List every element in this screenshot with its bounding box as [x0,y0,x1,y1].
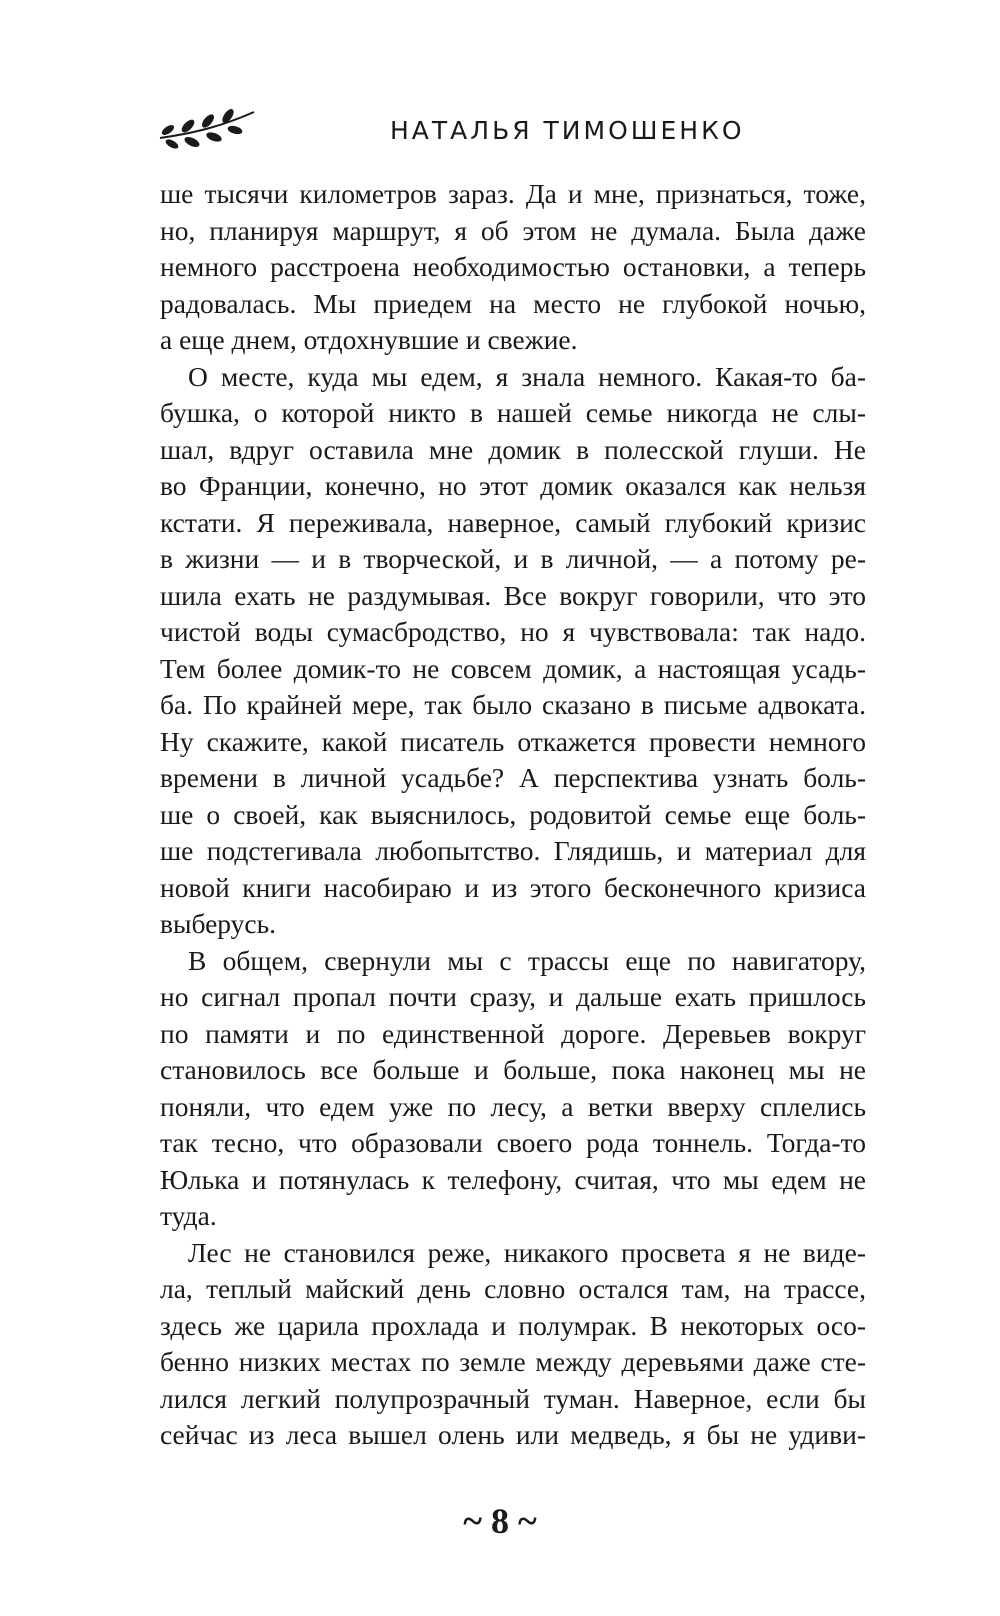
text-line: бушка, о которой никто в нашей семье никогда не слы- [160,397,866,428]
text-line: чистой воды сумасбродство, но я чувствовала: так надо. [160,616,866,647]
page-header [158,104,858,154]
text-line: здесь же царила прохлада и полумрак. В некоторых осо- [160,1309,866,1341]
text-line: сейчас из леса вышел олень или медведь, я бы не удиви- [160,1419,866,1450]
text-line: О месте, куда мы едем, я знала немного. Какая-то ба- [188,360,866,392]
text-line: Лес не становился реже, никакого просвета я не виде- [188,1236,866,1268]
text-line: Юлька и потянулась к телефону, считая, что мы едем не [160,1163,866,1195]
text-line: выберусь. [160,908,277,939]
text-line: ше подстегивала любопытство. Глядишь, и материал для [160,835,866,866]
leaf-branch-icon [158,104,258,154]
text-line: шила ехать не раздумывая. Все вокруг говорили, что это [160,579,866,611]
text-line: ба. По крайней мере, так было сказано в письме адвоката. [160,689,866,720]
text-line: но сигнал пропал почти сразу, и дальше ехать пришлось [160,981,866,1012]
text-line: Тем более домик-то не совсем домик, а настоящая усадь- [160,652,866,684]
text-line: а еще днем, отдохнувшие и свежие. [160,324,578,355]
text-line: лился легкий полупрозрачный туман. Наверное, если бы [160,1382,866,1414]
text-line: радовалась. Мы приедем на место не глубокой ночью, [160,287,866,319]
body-text [160,176,866,1454]
text-line: туда. [160,1200,217,1231]
text-line: немного расстроена необходимостью остановки, а теперь [160,251,866,282]
running-head-author: НАТАЛЬЯ ТИМОШЕНКО [390,116,745,145]
page-number: ~ 8 ~ [463,1501,537,1541]
text-line: бенно низких местах по земле между деревьями даже сте- [160,1346,866,1377]
text-line: новой книги насобираю и из этого бесконечного кризиса [160,871,866,903]
text-line: шал, вдруг оставила мне домик в полесской глуши. Не [160,433,866,465]
text-line: во Франции, конечно, но этот домик оказался как нельзя [160,470,866,501]
text-line: кстати. Я переживала, наверное, самый глубокий кризис [160,506,866,538]
text-line: поняли, что едем уже по лесу, а ветки вверху сплелись [160,1090,866,1122]
text-line: ше о своей, как выяснилось, родовитой семье еще боль- [160,798,866,830]
text-line: В общем, свернули мы с трассы еще по навигатору, [188,944,866,976]
text-line: в жизни — и в творческой, и в личной, — а потому ре- [160,543,866,574]
text-line: становилось все больше и больше, пока наконец мы не [160,1054,866,1085]
text-line: ше тысячи километров зараз. Да и мне, признаться, тоже, [160,178,866,209]
text-line: ла, теплый майский день словно остался там, на трассе, [160,1273,866,1304]
text-line: так тесно, что образовали своего рода тоннель. Тогда-то [160,1127,866,1158]
text-line: Ну скажите, какой писатель откажется провести немного [160,725,866,757]
text-line: времени в личной усадьбе? А перспектива узнать боль- [160,762,866,793]
text-line: по памяти и по единственной дороге. Деревьев вокруг [160,1017,866,1049]
text-line: но, планируя маршрут, я об этом не думала. Была даже [160,214,866,246]
